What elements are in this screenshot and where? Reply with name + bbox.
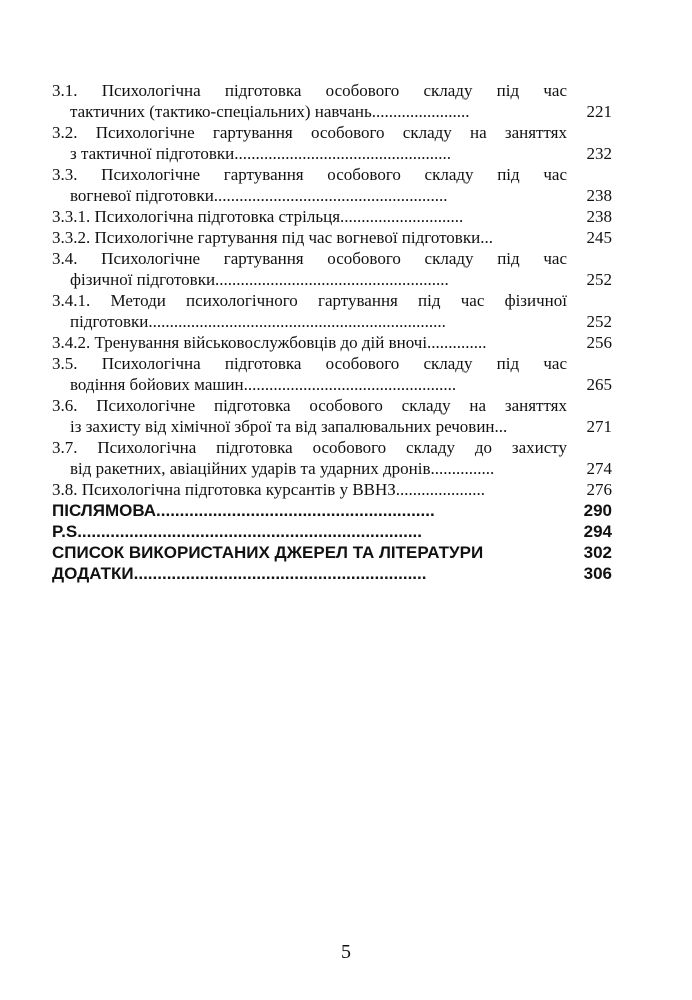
toc-entry-text: 3.5. Психологічна підготовка особового складу під час: [52, 354, 567, 373]
toc-line: [52, 164, 612, 185]
toc-entry-text: 3.1. Психологічна підготовка особового складу під час: [52, 81, 567, 100]
toc-line: [52, 353, 612, 374]
toc-line: [52, 416, 612, 437]
toc-entry-text: тактичних (тактико-спеціальних) навчань.......................: [70, 102, 470, 121]
toc-page-number: 221: [586, 102, 612, 121]
toc-line: [52, 437, 612, 458]
toc-line: [52, 248, 612, 269]
toc-page-number: 238: [586, 186, 612, 205]
toc-page-number: 245: [586, 228, 612, 247]
toc-entry-text: вогневої підготовки.......................................................: [70, 186, 448, 205]
toc-page-number: 294: [583, 522, 612, 541]
toc-entry-text: з тактичної підготовки...................................................: [70, 144, 451, 163]
toc-page-number: 274: [586, 459, 612, 478]
toc-line: [52, 185, 612, 206]
toc-page-number: 290: [583, 501, 612, 520]
toc-line: [52, 80, 612, 101]
toc-line: [52, 311, 612, 332]
toc-major-text: ПІСЛЯМОВА...........................................................: [52, 501, 435, 520]
toc-major-line: [52, 521, 612, 542]
toc-page-number: 256: [586, 333, 612, 352]
toc-entry-text: підготовки......................................................................: [70, 312, 446, 331]
toc-page-number: 276: [586, 480, 612, 499]
toc-major-line: [52, 563, 612, 584]
toc-line: [52, 332, 612, 353]
toc-major-text: ДОДАТКИ..............................................................: [52, 564, 427, 583]
toc-major-line: [52, 542, 612, 563]
toc-entry-text: 3.2. Психологічне гартування особового складу на заняттях: [52, 123, 567, 142]
toc-page-number: 302: [583, 543, 612, 562]
toc-entry-text: 3.4. Психологічне гартування особового складу під час: [52, 249, 567, 268]
toc-entry-text: фізичної підготовки.......................................................: [70, 270, 449, 289]
toc-line: [52, 395, 612, 416]
toc-entry-text: із захисту від хімічної зброї та від запалювальних речовин...: [70, 417, 508, 436]
toc-line: [52, 374, 612, 395]
toc-line: [52, 227, 612, 248]
toc-page-number: 252: [586, 270, 612, 289]
toc-line: [52, 143, 612, 164]
toc-page-number: 306: [583, 564, 612, 583]
toc-entry-text: 3.6. Психологічне підготовка особового складу на заняттях: [52, 396, 567, 415]
toc-line: [52, 290, 612, 311]
toc-line: [52, 458, 612, 479]
toc-entry-text: 3.3.1. Психологічна підготовка стрільця.............................: [52, 207, 464, 226]
table-of-contents: [52, 80, 612, 584]
toc-entry-text: 3.3.2. Психологічне гартування під час вогневої підготовки...: [52, 228, 493, 247]
toc-major-text: P.S.........................................................................: [52, 522, 422, 541]
toc-page-number: 232: [586, 144, 612, 163]
toc-line: [52, 479, 612, 500]
toc-entry-text: 3.8. Психологічна підготовка курсантів у ВВНЗ.....................: [52, 480, 486, 499]
toc-page-number: 238: [586, 207, 612, 226]
toc-page-number: 265: [586, 375, 612, 394]
toc-entry-text: 3.3. Психологічне гартування особового складу під час: [52, 165, 567, 184]
page-number: 5: [341, 941, 351, 963]
toc-major-line: [52, 500, 612, 521]
toc-line: [52, 101, 612, 122]
toc-entry-text: водіння бойових машин..................................................: [70, 375, 457, 394]
toc-entry-text: від ракетних, авіаційних ударів та ударних дронів...............: [70, 459, 495, 478]
toc-entry-text: 3.7. Психологічна підготовка особового складу до захисту: [52, 438, 567, 457]
toc-line: [52, 269, 612, 290]
toc-line: [52, 206, 612, 227]
toc-entry-text: 3.4.1. Методи психологічного гартування під час фізичної: [52, 291, 567, 310]
toc-line: [52, 122, 612, 143]
toc-page-number: 271: [586, 417, 612, 436]
toc-page-number: 252: [586, 312, 612, 331]
toc-entry-text: 3.4.2. Тренування військовослужбовців до дій вночі..............: [52, 333, 487, 352]
toc-major-text: СПИСОК ВИКОРИСТАНИХ ДЖЕРЕЛ ТА ЛІТЕРАТУРИ: [52, 543, 484, 562]
